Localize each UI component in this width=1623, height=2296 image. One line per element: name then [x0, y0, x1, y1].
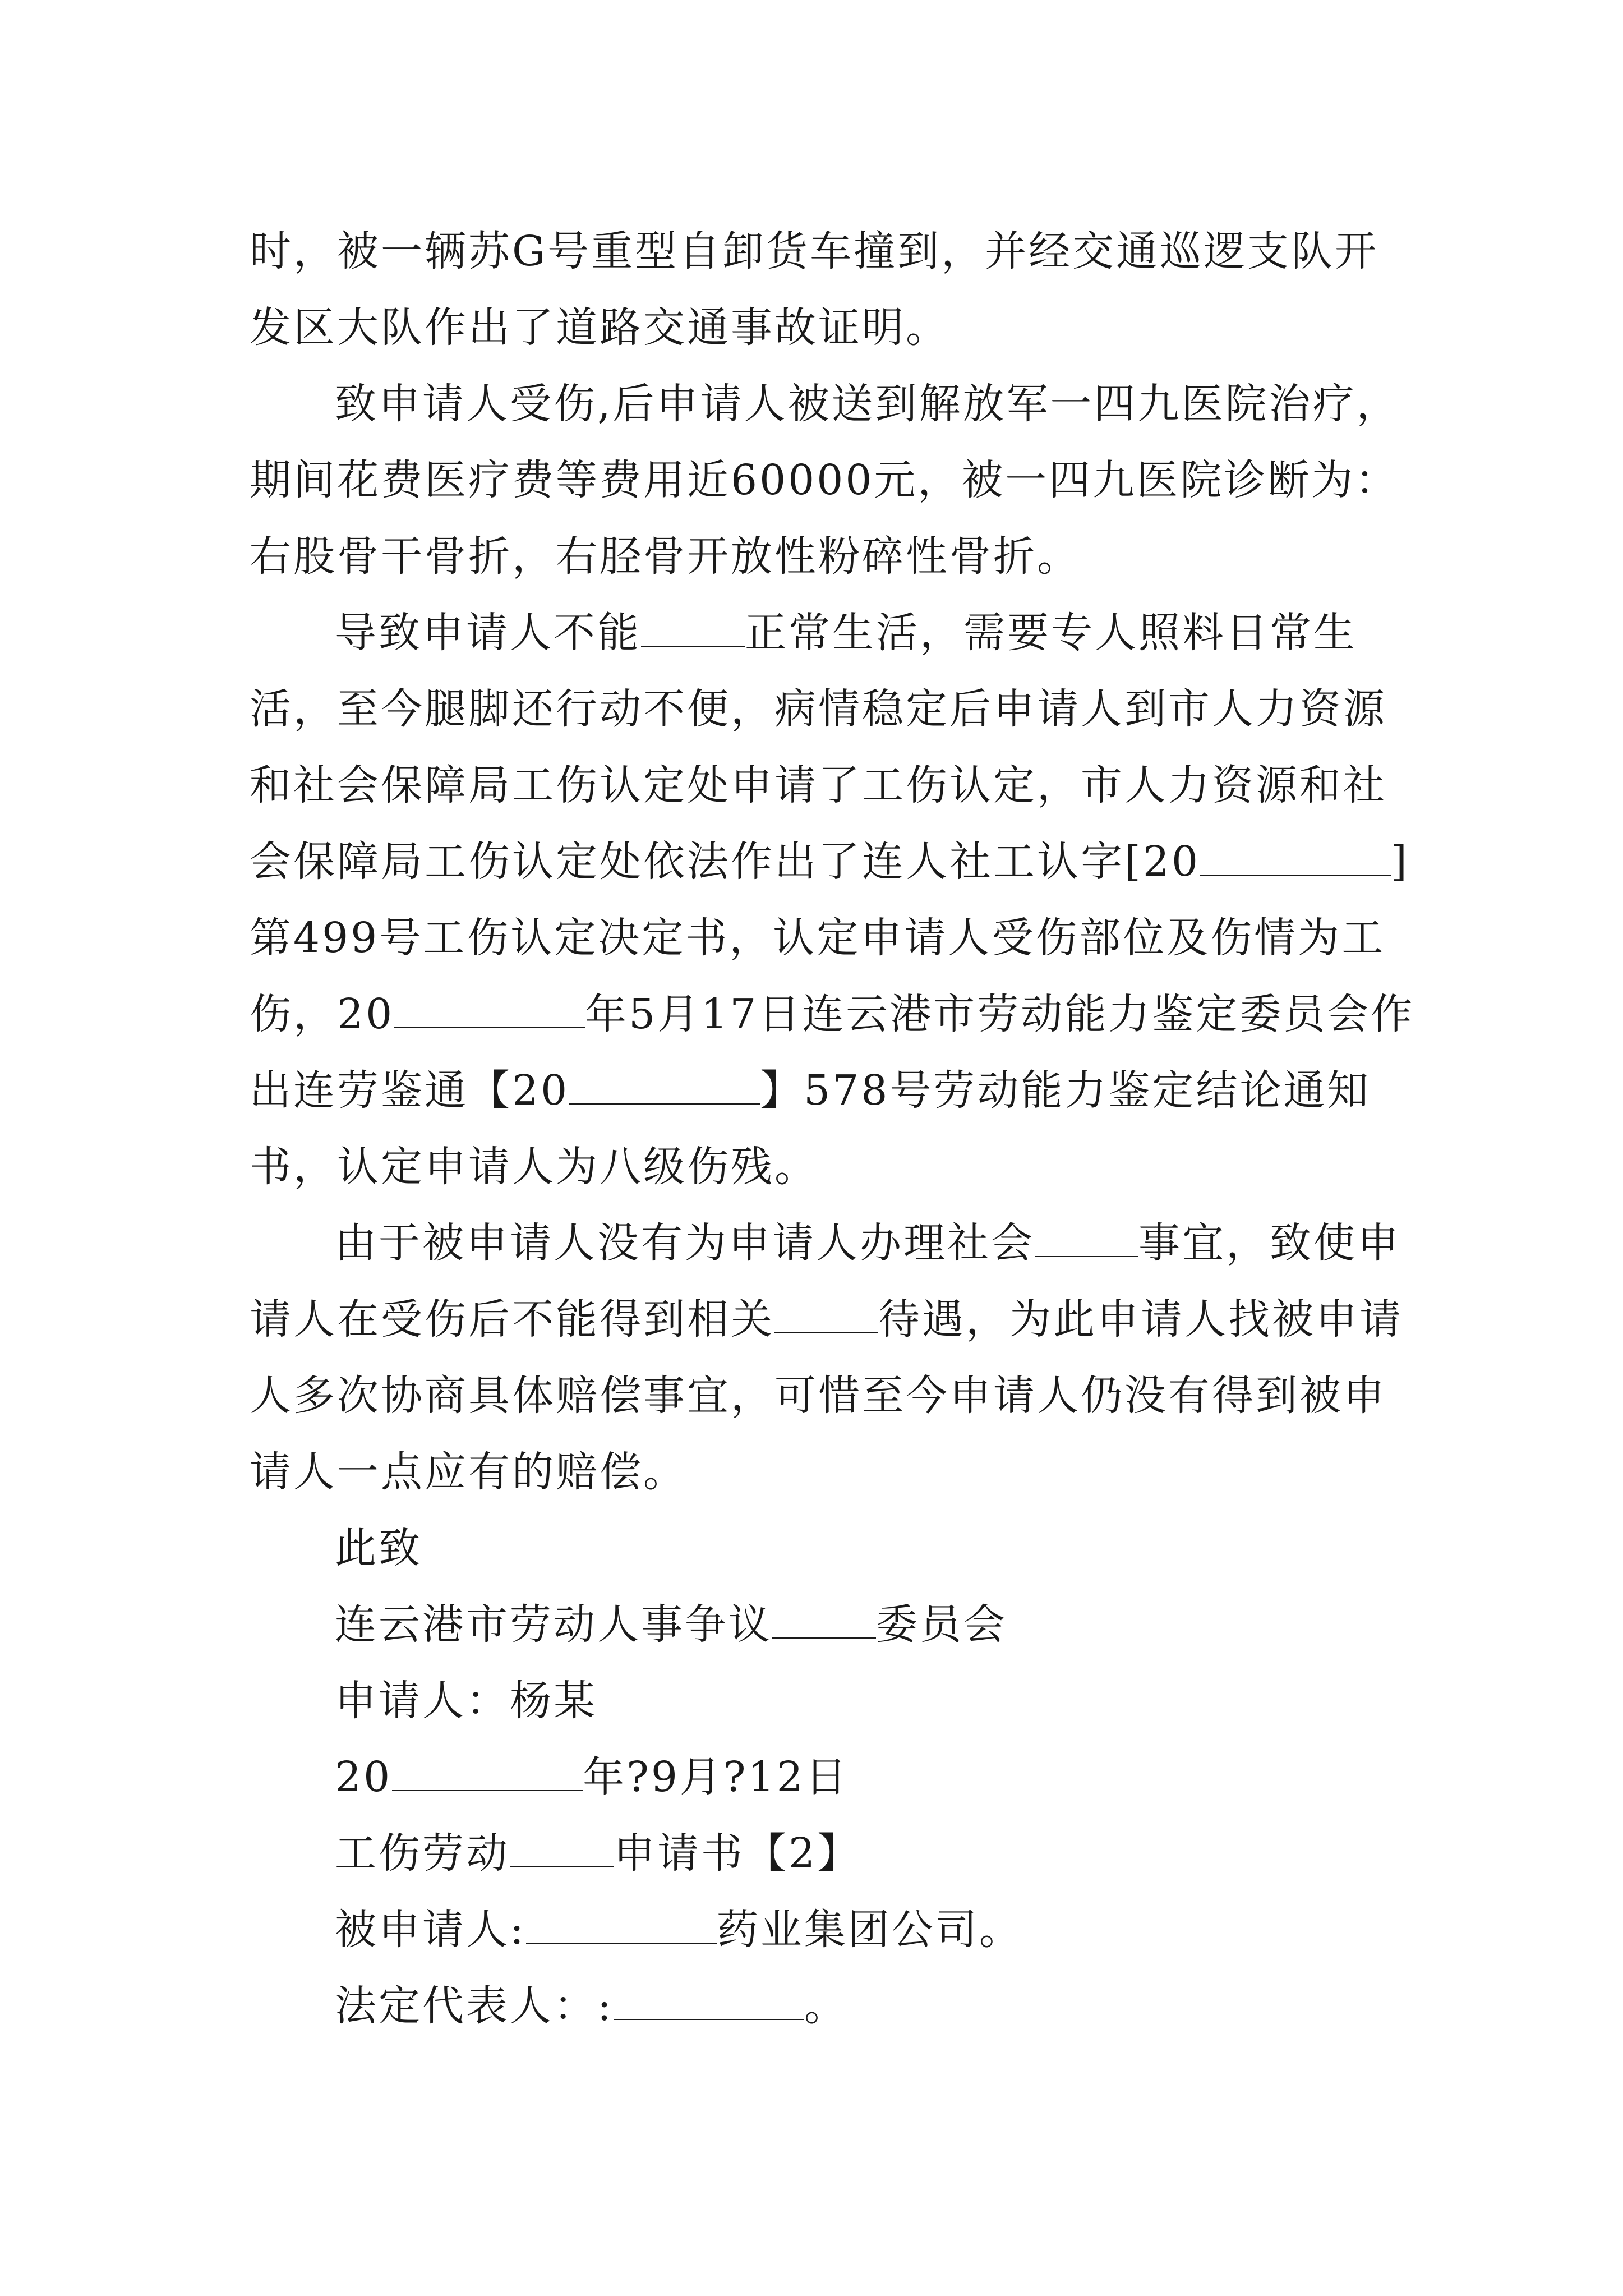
text-segment: 待遇，为此申请人找被申请人多次协商具体赔偿事宜，可惜至今申请人仍没有得到被申请人一点应有的赔偿。 — [250, 1295, 1403, 1496]
paragraph-accident: 时，被一辆苏G号重型自卸货车撞到，并经交通巡逻支队开发区大队作出了道路交通事故证明。 — [250, 227, 1379, 352]
text-segment: 正常生活，需要专人照料日常生活，至今腿脚还行动不便，病情稳定后申请人到市人力资源和社会保障局工伤认定处申请了工伤认定，市人力资源和社会保障局工伤认定处依法作出了连人社工认字[20 — [250, 609, 1387, 886]
text-segment: 由于被申请人没有为申请人办理社会 — [335, 1219, 1035, 1267]
addressee-line — [250, 1586, 1416, 1663]
date-line — [250, 1739, 1416, 1815]
blank-field — [772, 1600, 876, 1639]
blank-field — [394, 990, 585, 1028]
blank-field — [614, 1981, 804, 2020]
blank-field — [392, 1752, 583, 1791]
blank-field — [510, 1829, 614, 1867]
text-segment: 导致申请人不能 — [335, 609, 641, 657]
document-body — [250, 213, 1416, 2044]
paragraph-compensation — [250, 1205, 1416, 1510]
text-segment: 药业集团公司。 — [716, 1906, 1023, 1954]
closing-salutation: 此致 — [335, 1524, 422, 1572]
blank-field — [1035, 1218, 1138, 1257]
legal-representative-line — [250, 1968, 1416, 2044]
text-segment: 。 — [804, 1982, 848, 2030]
text-segment: 】578号劳动能力鉴定结论通知书，认定申请人为八级伤残。 — [250, 1066, 1371, 1191]
paragraph-injury-determination — [250, 595, 1416, 1205]
text-segment: ]第499号工伤认定决定书，认定申请人受伤部位及伤情为工伤，20 — [250, 838, 1409, 1038]
text-segment: 被申请人: — [335, 1906, 526, 1954]
respondent-line — [250, 1892, 1416, 1968]
blank-field — [641, 608, 745, 647]
text-segment: 委员会 — [876, 1600, 1007, 1649]
applicant-line: 申请人：杨某 — [335, 1677, 597, 1725]
text-segment: 连云港市劳动人事争议 — [335, 1600, 772, 1649]
second-document-title — [250, 1815, 1416, 1892]
text-segment: 20 — [335, 1753, 393, 1801]
blank-field — [569, 1066, 760, 1105]
text-segment: 法定代表人：: — [335, 1982, 614, 2030]
blank-field — [1200, 837, 1391, 876]
blank-field — [526, 1905, 717, 1944]
text-segment: 事宜，致使申请人在受伤后不能得到相关 — [250, 1219, 1401, 1343]
text-segment: 年5月17日连云港市劳动能力鉴定委员会作出连劳鉴通【20 — [250, 990, 1415, 1115]
text-segment: 年?9月?12日 — [583, 1753, 849, 1801]
text-segment: 工伤劳动 — [335, 1829, 510, 1878]
paragraph-injury: 致申请人受伤,后申请人被送到解放军一四九医院治疗，期间花费医疗费等费用近60000元，被一四九医院诊断为：右股骨干骨折，右胫骨开放性粉碎性骨折。 — [250, 380, 1400, 581]
text-segment: 申请书【2】 — [614, 1829, 861, 1878]
blank-field — [774, 1295, 878, 1333]
